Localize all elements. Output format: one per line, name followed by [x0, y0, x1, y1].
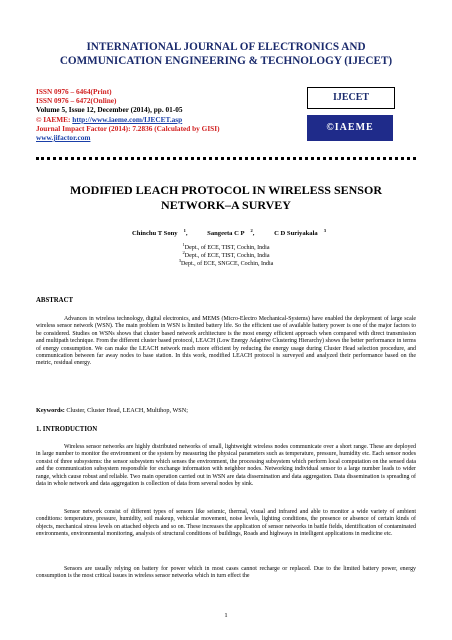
journal-meta — [36, 87, 220, 142]
introduction-heading: 1. INTRODUCTION — [36, 426, 98, 433]
issn-online: ISSN 0976 – 6472(Online) — [36, 96, 117, 106]
intro-paragraph-3: Sensors are usually relying on battery for power which in most cases cannot recharge or replaced. Due to the limited battery power, energy consumption is the most critical issues in wireless sensor networks which in turn effect the — [36, 566, 416, 580]
keywords — [36, 407, 416, 414]
ijecet-badge: IJECET — [307, 87, 395, 109]
author: Chinchu T Sony $^1$, — [132, 227, 188, 237]
iaeme-prefix: © IAEME: — [36, 114, 73, 124]
paper-title-line1: MODIFIED LEACH PROTOCOL IN WIRELESS SENSOR — [70, 183, 382, 197]
paper-title-line2: NETWORK–A SURVEY — [161, 198, 291, 212]
author-list — [0, 227, 452, 237]
volume-info: Volume 5, Issue 12, December (2014), pp. 01-05 — [36, 105, 183, 115]
iaeme-logo: ©IAEME — [307, 115, 393, 141]
dotted-divider — [36, 157, 416, 160]
abstract-text: Advances in wireless technology, digital electronics, and MEMS (Micro-Electro Mechanical-Systems) have enabled the deployment of large scale wireless sensor network (WSN). The main problem in WSN is limited battery life. So the efficient use of available battery power is one of the major factors to be considered. Studies on WSNs shows that cluster based network architecture is the most energy efficient approach when compared with direct transmission and multipath technique. From the different cluster based protocol, LEACH (Low Energy Adaptive Clustering Hierarchy) shows the better performance in terms of energy consumption. We can make the LEACH network much more efficient by reducing the energy usage during Cluster Head selection procedure, and communication between far away nodes to base station. In this work, modified LEACH protocol is surveyed and analyzed their performance based on the metric, residual energy. — [36, 316, 416, 367]
author: C D Suriyakala $^3$ — [274, 227, 326, 237]
jifactor-link[interactable]: www.jifactor.com — [36, 133, 91, 143]
iaeme-line — [36, 115, 220, 124]
iaeme-link[interactable]: http://www.iaeme.com/IJECET.asp — [72, 114, 183, 124]
impact-factor: Journal Impact Factor (2014): 7.2836 (Calculated by GISI) — [36, 123, 220, 133]
journal-title — [0, 40, 452, 68]
intro-paragraph-1: Wireless sensor networks are highly distributed networks of small, lightweight wireless nodes communicate over a short range. These are deployed in large number to monitor the environment or the system by measuring the physical parameters such as temperature, pressure, humidity etc. Each sensor nodes consist of three subsystems: the sensor subsystem which senses the environment, the processing subsystem which perform local computation on the sensed data and the communication subsystem responsible for exchange information with neighbor nodes. Networking individual sensor to a large number leads to wider range, which cause robust and reliable. Two main operation carried out in WSN are data dissemination and data aggregation. Data dissemination is spreading of data in whole network and data aggregation is collection of data from several nodes by sink. — [36, 444, 416, 488]
abstract-heading: ABSTRACT — [36, 297, 74, 304]
page-number: 1 — [224, 612, 228, 619]
keywords-label: Keywords: — [36, 407, 65, 414]
affiliation: $^2$Dept., of ECE, TIST, Cochin, India — [182, 250, 270, 259]
intro-paragraph-2: Sensor network consist of different types of sensors like seismic, thermal, visual and infrared and able to monitor a wide variety of ambient conditions: temperature, pressure, humidity, soil makeup, vehicular movement, noise levels, lighting conditions, the presence or absence of certain kinds of objects, mechanical stress levels on attached objects and so on. These increases the application of sensor networks in battle fields, identification of contaminated environments, environmental monitoring, analysis of structural conditions of buildings, Roads and highways in intelligent applications in medicine etc. — [36, 509, 416, 538]
paper-title — [0, 183, 452, 213]
issn-print: ISSN 0976 – 6464(Print) — [36, 87, 112, 96]
affiliation: $^3$Dept., of ECE, SNGCE, Cochin, India — [178, 258, 274, 267]
author: Sangeeta C P $^2$, — [207, 227, 255, 237]
affiliations — [0, 244, 452, 268]
keywords-text: Cluster, Cluster Head, LEACH, Multihop, WSN; — [64, 407, 188, 414]
journal-title-line1: INTERNATIONAL JOURNAL OF ELECTRONICS AND — [86, 41, 366, 53]
affiliation: $^1$Dept., of ECE, TIST, Cochin, India — [182, 242, 270, 251]
journal-title-line2: COMMUNICATION ENGINEERING & TECHNOLOGY (IJECET) — [59, 55, 393, 67]
